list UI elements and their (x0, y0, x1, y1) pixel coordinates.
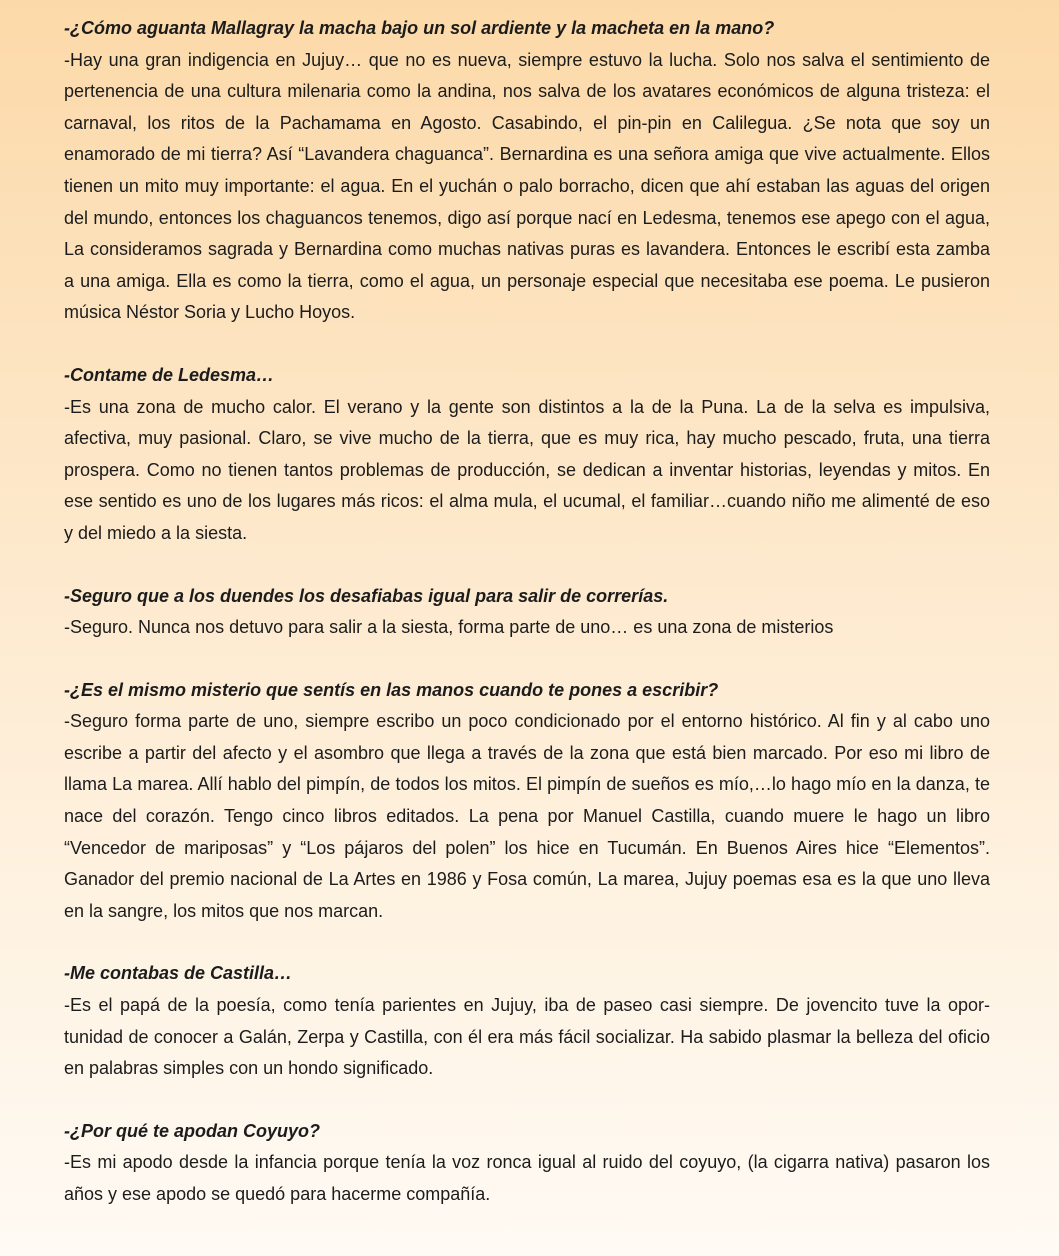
answer-5: -Es el papá de la poesía, como tenía parientes en Jujuy, iba de paseo casi siempre. De jovencito tuve la oportunidad de conocer a Galán, Zerpa y Castilla, con él era más fácil socializar. Ha sabido plasmar la belleza del oficio en palabras simples con un hondo significado. (64, 995, 990, 1079)
answer-6: -Es mi apodo desde la infancia porque tenía la voz ronca igual al ruido del coyuyo, (la cigarra nativa) pasaron los años y ese apodo se quedó para hacerme compañía. (64, 1152, 990, 1204)
question-2: -Contame de Ledesma… (64, 364, 275, 385)
answer-4: -Seguro forma parte de uno, siempre escribo un poco condicionado por el entorno histórico. Al fin y al cabo uno escribe a partir del afecto y el asombro que llega a través de la zona que está bien marcado. Por eso mi libro de llama La marea. Allí hablo del pimpín, de todos los mitos. El pimpín de sueños es mío,…lo hago mío en la danza, te nace del corazón. Tengo cinco libros editados. La pena por Manuel Castilla, cuando muere le hago un libro “Vencedor de mariposas” y “Los pájaros del polen” los hice en Tucumán. En Buenos Aires hice “Elementos”. Ganador del premio nacional de La Artes en 1986 y Fosa común, La marea, Jujuy poemas esa es la que uno lleva en la sangre, los mitos que nos marcan. (64, 711, 990, 921)
qa-block-5 (64, 958, 990, 1084)
answer-3: -Seguro. Nunca nos detuvo para salir a la siesta, forma parte de uno… es una zona de misterios (64, 617, 834, 638)
qa-block-4 (64, 675, 990, 928)
question-1: -¿Cómo aguanta Mallagray la macha bajo un sol ardiente y la macheta en la mano? (64, 18, 775, 38)
interview-page (64, 13, 990, 1242)
qa-block-3 (64, 581, 990, 644)
qa-block-2 (64, 360, 990, 550)
question-5: -Me contabas de Castilla… (64, 963, 293, 984)
qa-block-1 (64, 13, 990, 329)
question-3: -Seguro que a los duendes los desafiabas igual para salir de correrías. (64, 585, 669, 606)
qa-block-6 (64, 1116, 990, 1211)
question-6: -¿Por qué te apodan Coyuyo? (64, 1120, 321, 1141)
answer-2: -Es una zona de mucho calor. El verano y la gente son distintos a la de la Puna. La de la selva es impulsiva, afectiva, muy pasional. Claro, se vive mucho de la tierra, que es muy rica, hay mucho pescado, fruta, una tierra prospera. Como no tienen tantos problemas de producción, se dedican a inventar historias, leyendas y mitos. En ese sentido es uno de los lugares más ricos: el alma mula, el ucumal, el familiar…cuando niño me alimenté de eso y del miedo a la siesta. (64, 396, 990, 543)
answer-1: -Hay una gran indigencia en Jujuy… que no es nueva, siempre estuvo la lucha. Solo nos salva el sentimiento de pertenencia de una cultura milenaria como la andina, nos salva de los avatares económicos de alguna tristeza: el carnaval, los ritos de la Pachamama en Agosto. Casabindo, el pin-pin en Calilegua. ¿Se nota que soy un enamorado de mi tierra? Así “Lavandera chaguanca”. Bernardina es una señora amiga que vive actualmente. Ellos tienen un mito muy importante: el agua. En el yuchán o palo borracho, dicen que ahí estaban las aguas del origen del mundo, entonces los chaguancos tenemos, digo así porque nací en Ledesma, tenemos ese apego con el agua, La consideramos sagrada y Bernardina como muchas nativas puras es lavandera. Entonces le escribí esta zamba a una amiga. Ella es como la tierra, como el agua, un personaje especial que necesitaba ese poema. Le pusieron música Néstor Soria y Lucho Hoyos. (64, 49, 990, 323)
question-4: -¿Es el mismo misterio que sentís en las manos cuando te pones a escribir? (64, 679, 719, 700)
